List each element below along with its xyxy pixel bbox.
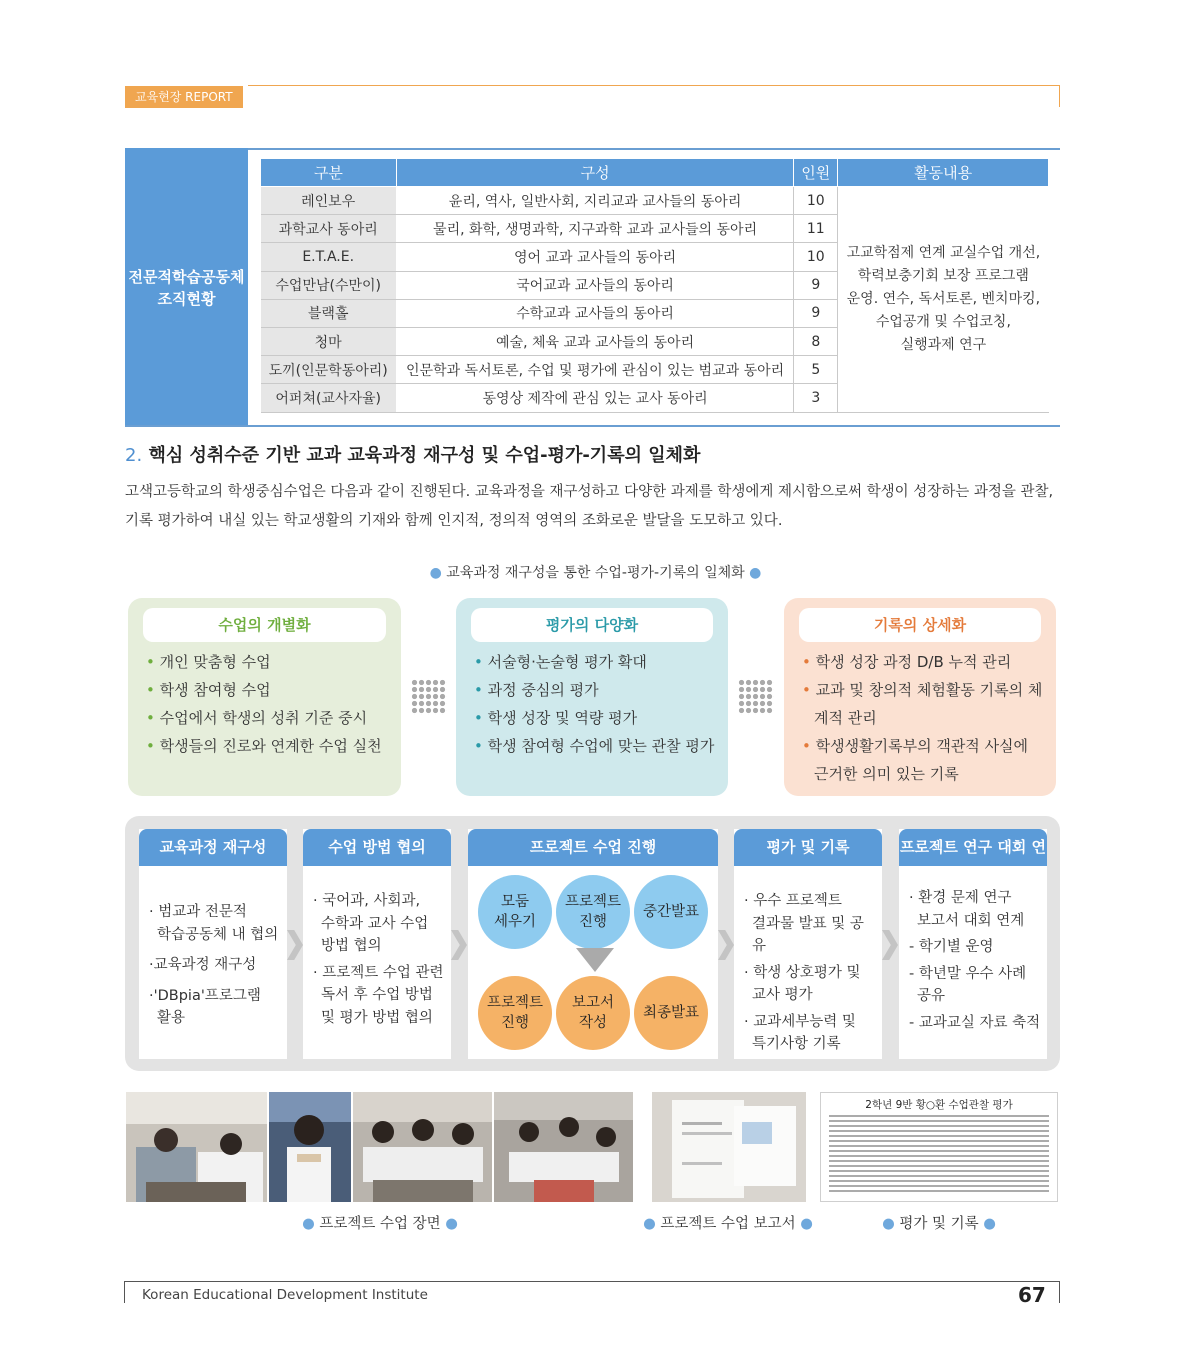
club-name: E.T.A.E. xyxy=(261,243,397,271)
list-item: ·교육과정 재구성 xyxy=(149,957,257,973)
panel-title: 평가의 다양화 xyxy=(471,608,713,642)
club-name: 블랙홀 xyxy=(261,299,397,327)
list-item: • 학생 참여형 수업 xyxy=(146,681,271,699)
page-number: 67 xyxy=(1018,1283,1046,1307)
report-title: 2학년 9반 황○환 수업관찰 평가 xyxy=(865,1099,1013,1111)
club-name: 레인보우 xyxy=(261,187,397,215)
photo-caption: ● 프로젝트 수업 보고서 ● xyxy=(643,1216,813,1232)
club-desc: 인문학과 독서토론, 수업 및 평가에 관심이 있는 범교과 동아리 xyxy=(396,356,793,384)
list-item: · 국어과, 사회과, 수학과 교사 수업 방법 협의 xyxy=(313,893,429,954)
club-count: 3 xyxy=(794,384,838,412)
diagram-caption-text: 교육과정 재구성을 통한 수업-평가-기록의 일체화 xyxy=(446,565,745,581)
club-desc: 국어교과 교사들의 동아리 xyxy=(396,271,793,299)
circle-step: 모둠 세우기 xyxy=(478,875,552,949)
dot-arrow-icon xyxy=(411,679,447,715)
photo-caption: ● 평가 및 기록 ● xyxy=(882,1216,996,1232)
step-title: 교육과정 재구성 xyxy=(139,829,287,866)
activity-cell: 고교학점제 연계 교실수업 개선, 학력보충기회 보장 프로그램 운영. 연수, 독서토론, 벤치마킹, 수업공개 및 수업코칭, 실행과제 연구 xyxy=(838,187,1049,413)
club-count: 9 xyxy=(794,299,838,327)
club-name: 도끼(인문학동아리) xyxy=(261,356,397,384)
header-rule-end xyxy=(1059,85,1060,107)
circle-step: 최종발표 xyxy=(634,976,708,1050)
list-item: • 과정 중심의 평가 xyxy=(474,681,599,699)
org-side-label: 전문적학습공동체 조직현황 xyxy=(125,148,248,427)
club-count: 10 xyxy=(794,187,838,215)
table-top-rule xyxy=(125,148,1060,150)
list-item: · 교과세부능력 및 특기사항 기록 xyxy=(744,1013,856,1052)
column-header: 구성 xyxy=(396,159,793,187)
team-discussion-photo xyxy=(494,1092,633,1202)
club-count: 10 xyxy=(794,243,838,271)
list-item: · 우수 프로젝트 결과물 발표 및 공유 xyxy=(744,893,864,954)
club-desc: 수학교과 교사들의 동아리 xyxy=(396,299,793,327)
list-item: • 학생 참여형 수업에 맞는 관찰 평가 xyxy=(474,737,715,755)
org-table xyxy=(260,158,1049,413)
bullet-dot-icon: ● xyxy=(749,565,762,581)
step-title: 프로젝트 수업 진행 xyxy=(468,829,718,866)
circle-step: 중간발표 xyxy=(634,875,708,949)
club-name: 과학교사 동아리 xyxy=(261,215,397,243)
classroom-photo xyxy=(126,1092,267,1202)
process-step-method xyxy=(303,829,451,1059)
circle-step: 프로젝트 진행 xyxy=(478,976,552,1050)
section-title-text: 핵심 성취수준 기반 교과 교육과정 재구성 및 수업-평가-기록의 일체화 xyxy=(148,445,701,466)
panel-detailed-records xyxy=(784,598,1056,796)
column-header: 구분 xyxy=(261,159,397,187)
circle-step: 프로젝트 진행 xyxy=(556,875,630,949)
panel-list xyxy=(146,648,391,760)
diagram-caption xyxy=(0,562,1191,582)
panel-individualization xyxy=(128,598,401,796)
process-step-evaluation xyxy=(734,829,882,1059)
list-item: • 서술형·논술형 평가 확대 xyxy=(474,653,647,671)
list-item: ·'DBpia'프로그램 활용 xyxy=(149,987,261,1026)
photo-caption: ● 프로젝트 수업 장면 ● xyxy=(302,1216,458,1232)
club-desc: 영어 교과 교사들의 동아리 xyxy=(396,243,793,271)
step-list xyxy=(744,890,876,1056)
footer-organization: Korean Educational Development Institute xyxy=(142,1287,428,1303)
table-row xyxy=(261,187,1049,215)
header-rule xyxy=(248,85,1060,86)
step-list xyxy=(909,887,1041,1034)
list-item: · 프로젝트 수업 관련 독서 후 수업 방법 및 평가 방법 협의 xyxy=(313,964,444,1026)
step-title: 프로젝트 연구 대회 연계 xyxy=(899,829,1047,866)
step-title: 평가 및 기록 xyxy=(734,829,882,866)
list-item: • 교과 및 창의적 체험활동 기록의 체계적 관리 xyxy=(802,681,1043,727)
club-count: 8 xyxy=(794,327,838,355)
section-tag: 교육현장 REPORT xyxy=(125,86,243,108)
dot-arrow-icon xyxy=(738,679,774,715)
process-step-contest xyxy=(899,829,1047,1059)
report-document-photo xyxy=(652,1092,806,1202)
club-desc: 물리, 화학, 생명과학, 지구과학 교과 교사들의 동아리 xyxy=(396,215,793,243)
list-item: • 학생들의 진로와 연계한 수업 실천 xyxy=(146,737,382,755)
list-item: - 학년말 우수 사례 공유 xyxy=(909,965,1027,1004)
club-count: 11 xyxy=(794,215,838,243)
club-desc: 동영상 제작에 관심 있는 교사 동아리 xyxy=(396,384,793,412)
table-header-row xyxy=(261,159,1049,187)
panel-list xyxy=(474,648,718,760)
step-list xyxy=(313,890,445,1029)
column-header: 활동내용 xyxy=(838,159,1049,187)
circle-step: 보고서 작성 xyxy=(556,976,630,1050)
list-item: · 학생 상호평가 및 교사 평가 xyxy=(744,964,861,1003)
club-count: 5 xyxy=(794,356,838,384)
list-item: • 개인 맞춤형 수업 xyxy=(146,653,271,671)
section-number: 2. xyxy=(125,445,143,466)
table-bottom-rule xyxy=(125,425,1060,427)
bullet-dot-icon: ● xyxy=(429,565,442,581)
list-item: - 학기별 운영 xyxy=(909,939,994,955)
list-item: · 범교과 전문적 학습공동체 내 협의 xyxy=(149,904,279,943)
footer-rule-right xyxy=(1059,1281,1060,1303)
club-name: 어퍼쳐(교사자율) xyxy=(261,384,397,412)
list-item: - 교과교실 자료 축적 xyxy=(909,1014,1041,1031)
panel-diversification xyxy=(456,598,728,796)
footer-rule-left xyxy=(124,1281,125,1303)
group-work-photo xyxy=(353,1092,492,1202)
club-count: 9 xyxy=(794,271,838,299)
evaluation-report-image xyxy=(820,1092,1058,1202)
step-list xyxy=(149,901,281,1030)
club-name: 수업만남(수만이) xyxy=(261,271,397,299)
list-item: • 학생생활기록부의 객관적 사실에 근거한 의미 있는 기록 xyxy=(802,737,1029,783)
section-body: 고색고등학교의 학생중심수업은 다음과 같이 진행된다. 교육과정을 재구성하고 다양한 과제를 학생에게 제시함으로써 학생이 성장하는 과정을 관찰, 기록 평가하여 내실 있는 학교생활의 기재와 함께 인지적, 정의적 영역의 조화로운 발달을 도모하고 있다. xyxy=(125,484,1054,529)
report-text-lines xyxy=(829,1115,1049,1195)
club-desc: 예술, 체육 교과 교사들의 동아리 xyxy=(396,327,793,355)
panel-title: 수업의 개별화 xyxy=(143,608,386,642)
footer-rule xyxy=(125,1281,1060,1282)
club-desc: 윤리, 역사, 일반사회, 지리교과 교사들의 동아리 xyxy=(396,187,793,215)
section-title xyxy=(125,441,700,467)
list-item: · 환경 문제 연구 보고서 대회 연계 xyxy=(909,890,1025,929)
panel-title: 기록의 상세화 xyxy=(799,608,1041,642)
panel-list xyxy=(802,648,1046,788)
list-item: • 학생 성장 과정 D/B 누적 관리 xyxy=(802,653,1012,671)
list-item: • 수업에서 학생의 성취 기준 중시 xyxy=(146,709,368,727)
step-title: 수업 방법 협의 xyxy=(303,829,451,866)
process-step-curriculum xyxy=(139,829,287,1059)
student-presentation-photo xyxy=(269,1092,351,1202)
club-name: 청마 xyxy=(261,327,397,355)
list-item: • 학생 성장 및 역량 평가 xyxy=(474,709,638,727)
column-header: 인원 xyxy=(794,159,838,187)
